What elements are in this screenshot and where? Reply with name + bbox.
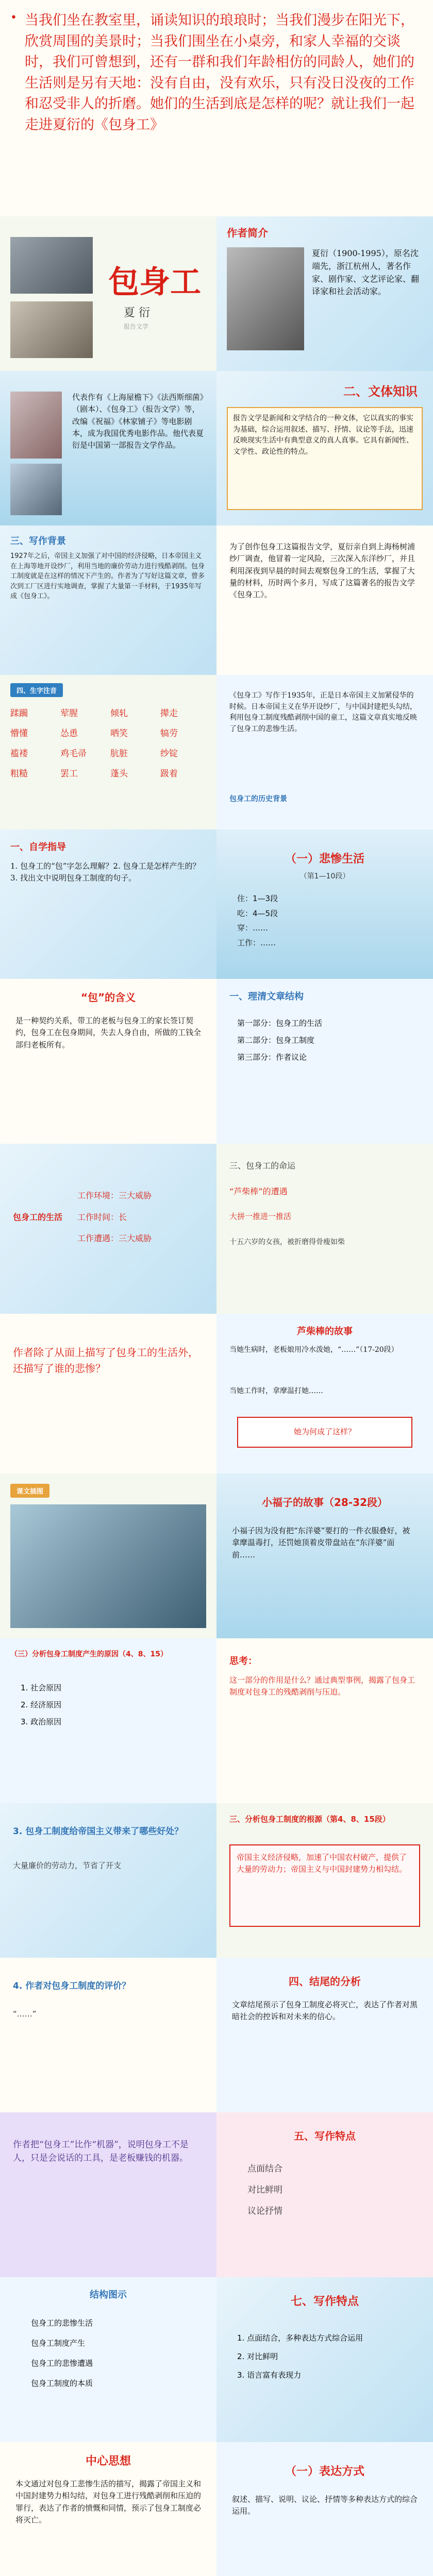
- fate-sub: 大拼一推进一推活: [229, 1212, 292, 1221]
- slide-features: [216, 2277, 433, 2442]
- slide-luchaibang: [216, 1314, 433, 1473]
- slide-writing-points: [216, 2112, 433, 2277]
- slide-thought: [0, 829, 216, 979]
- analysis-item: 2. 经济原因: [21, 1700, 62, 1709]
- background-text: 1927年之后，帝国主义加强了对中国的经济侵略，日本帝国主义在上海等地开设纱厂，利用当地的廉价劳动力进行残酷剥削。包身工制度就是在这样的情况下产生的。作者为了写好这篇文章，曾多次到工厂区进行实地调查，掌握了大量第一手材料，于1935年写成《包身工》。: [10, 552, 205, 600]
- law-text: 文章结尾预示了包身工制度必将灭亡，表达了作者对黑暗社会的控诉和对未来的信心。: [232, 2000, 418, 2022]
- thought-text: 1. 包身工的“包”字怎么理解？2. 包身工是怎样产生的？3. 找出文中说明包身工制度的句子。: [10, 861, 201, 883]
- cause-text: 帝国主义经济侵略，加速了中国农村破产，提供了大量的劳动力；帝国主义与中国封建势力相勾结。: [237, 1853, 407, 1874]
- analysis-item: 1. 社会原因: [21, 1683, 62, 1692]
- conclusion-item: 包身工的悲惨生活: [31, 2318, 93, 2328]
- vocab-header: 四、生字注音: [10, 683, 63, 697]
- luchaibang-header: 芦柴棒的故事: [297, 1326, 353, 1337]
- vocab-word: 罢工: [60, 769, 78, 779]
- slide-compare: [0, 2112, 216, 2277]
- genre-text: 报告文学是新闻和文学结合的一种文体，它以真实的事实为基础，综合运用叙述、描写、抒情、议论等手法，迅速反映现实生活中有典型意义的真人真事。它具有新闻性、文学性、政论性的特点。: [233, 414, 413, 456]
- vocab-word: 趿着: [160, 769, 178, 779]
- structure-item: 第三部分：作者议论: [237, 1053, 307, 1062]
- structure-item: 第一部分：包身工的生活: [237, 1019, 323, 1028]
- vocab-word: 粗糙: [10, 769, 28, 779]
- slide-law: [216, 1958, 433, 2112]
- theme-header: 中心思想: [85, 2455, 131, 2468]
- analysis-items: [21, 1680, 196, 1731]
- slide-conclusion: [0, 2277, 216, 2442]
- writing-points-items: [247, 2159, 402, 2222]
- photo-caption: 课文插图: [10, 1484, 49, 1498]
- xiaofuzi-text: 小福子因为没有把“东洋婆”要打的一件衣服叠好，被拿摩温毒打，还罚她顶着皮带盘站在“东洋婆”面前……: [232, 1526, 410, 1560]
- stage-item: 工作环境：三大威胁: [77, 1191, 152, 1200]
- expression-header: （一）表达方式: [285, 2465, 364, 2478]
- lesson-illustration: [10, 1504, 206, 1628]
- vocab-grid: [10, 706, 206, 779]
- vocab-word: 纱锭: [160, 749, 178, 759]
- life-items: [237, 891, 412, 950]
- luchaibang-note: 她为何成了这样？: [293, 1427, 356, 1436]
- compare-text: 作者把“包身工”比作“机器”，说明包身工不是人，只是会说话的工具，是老板赚钱的机器。: [13, 2140, 189, 2164]
- bullet-icon: •: [10, 11, 17, 24]
- luchaibang-sub: 当她工作时，拿摩温打她……: [229, 1387, 323, 1395]
- slide-q4: [0, 1958, 216, 2112]
- comment-header: 思考：: [229, 1656, 257, 1667]
- life-item: 工作：……: [237, 938, 276, 947]
- genre-box: [227, 407, 423, 510]
- author-name: 夏 衍: [124, 307, 150, 319]
- writing-point-item: 对比鲜明: [247, 2184, 282, 2195]
- genre-header: 二、文体知识: [343, 384, 418, 399]
- q4-sub: “……”: [13, 2009, 37, 2019]
- writing-point-item: 点面结合: [247, 2164, 282, 2174]
- luchaibang-note-box: [237, 1417, 412, 1448]
- slide-xiaofuzi: [216, 1473, 433, 1638]
- conclusion-items: [31, 2313, 186, 2394]
- vocab-word: 荤腥: [60, 708, 78, 719]
- conclusion-header: 结构图示: [90, 2290, 127, 2300]
- features-header: 七、写作特点: [290, 2295, 359, 2308]
- conclusion-item: 包身工制度产生: [31, 2338, 86, 2348]
- writing-point-item: 议论抒情: [247, 2206, 282, 2216]
- slide-author: [216, 216, 433, 371]
- q3-sub: 大量廉价的劳动力，节省了开支: [13, 1861, 122, 1870]
- bao-text: 是一种契约关系，带工的老板与包身工的家长签订契约，包身工在包身期间，失去人身自由，所做的工钱全部归老板所有。: [15, 1016, 202, 1049]
- structure-header: 一、理清文章结构: [229, 991, 304, 1002]
- writing-text: 为了创作包身工这篇报告文学，夏衍亲自到上海杨树浦纱厂调查，他冒着一定风险，三次深入东洋纱厂，并且利用深夜到早晨的时间去观察包身工的生活，掌握了大量的材料，历时两个多月，写成了这篇著名的报告文学《包身工》。: [229, 542, 415, 599]
- vocab-word: 褴褛: [10, 749, 28, 759]
- fate-header: 三、包身工的命运: [229, 1161, 296, 1171]
- vocab-word: 犒劳: [160, 728, 178, 739]
- title: 包身工: [108, 264, 201, 300]
- bao-header: “包”的含义: [80, 991, 136, 1004]
- feature-item: 1. 点面结合，多种表达方式综合运用: [237, 2333, 363, 2343]
- book-cover-1: [10, 392, 62, 459]
- analysis-header: （三）分析包身工制度产生的原因（4、8、15）: [10, 1650, 168, 1658]
- slide-theme: [0, 2442, 216, 2576]
- book-cover-2: [10, 464, 62, 515]
- fate-note: 十五六岁的女孩，被折磨得骨瘦如柴: [229, 1238, 345, 1246]
- slide-foreign: [0, 1314, 216, 1473]
- slide-analysis: [0, 1638, 216, 1803]
- stages-items: [77, 1185, 206, 1249]
- features-items: [237, 2329, 412, 2384]
- life-item: 吃：4—5段: [237, 908, 278, 918]
- theme-text: 本文通过对包身工悲惨生活的描写，揭露了帝国主义和中国封建势力相勾结，对包身工进行残酷剥削和压迫的罪行，表达了作者的愤慨和同情，预示了包身工制度必将灭亡。: [15, 2479, 202, 2524]
- cause-header: 三、分析包身工制度的根源（第4、8、15段）: [229, 1815, 390, 1824]
- luchaibang-text: 当她生病时，老板娘用冷水泼她，“……”（17-20段）: [229, 1346, 398, 1354]
- author-text: 夏衍（1900-1995），原名沈端先，浙江杭州人，著名作家、剧作家、文艺评论家、翻译家和社会活动家。: [312, 248, 420, 297]
- conclusion-item: 包身工制度的本质: [31, 2379, 93, 2388]
- law-header: 四、结尾的分析: [289, 1975, 361, 1988]
- context-text: 《包身工》写作于1935年，正是日本帝国主义加紧侵华的时候。日本帝国主义在华开设纱厂，与中国封建把头勾结，利用包身工制度残酷剥削中国的童工，这篇文章真实地反映了包身工的悲惨生活。: [229, 691, 417, 734]
- cause-box: [229, 1844, 420, 1927]
- slide-stages: [0, 1144, 216, 1314]
- intro-text: 当我们坐在教室里，诵读知识的琅琅时；当我们漫步在阳光下，欣赏周围的美景时；当我们围坐在小桌旁，和家人幸福的交谈时，我们可曾想到，还有一群和我们年龄相仿的同龄人，她们的生活则是另有天地：没有自由，没有欢乐，只有没日没夜的工作和忍受非人的折磨。她们的生活到底是怎样的呢？就让我们一起走进夏衍的《包身工》: [25, 12, 414, 133]
- slide-background: [0, 526, 216, 675]
- conclusion-item: 包身工的悲惨遭遇: [31, 2359, 93, 2368]
- vocab-word: 懵懂: [10, 728, 28, 739]
- vocab-word: 蹂躏: [10, 708, 28, 719]
- works-text: 代表作有《上海屋檐下》《法西斯细菌》（剧本）、《包身工》（报告文学）等，改编《祝福》《林家铺子》等电影剧本，成为我国优秀电影作品。他代表夏衍是中国第一部报告文学作品。: [72, 393, 204, 450]
- slide-fate: [216, 1144, 433, 1314]
- background-header: 三、写作背景: [10, 536, 66, 547]
- writing-points-header: 五、写作特点: [294, 2130, 356, 2142]
- fate-text: “芦柴棒”的遭遇: [229, 1187, 288, 1196]
- analysis-item: 3. 政治原因: [21, 1717, 62, 1726]
- life-item: 住：1—3段: [237, 894, 278, 903]
- feature-item: 3. 语言富有表现力: [237, 2370, 302, 2380]
- factory-photo: [10, 237, 93, 294]
- slide-writing: [216, 526, 433, 675]
- slide-works: [0, 371, 216, 526]
- expression-text: 叙述、描写、说明、议论、抒情等多种表达方式的综合运用。: [232, 2495, 418, 2516]
- worker-photo: [10, 301, 93, 358]
- structure-item: 第二部分：包身工制度: [237, 1036, 315, 1045]
- vocab-word: 撵走: [160, 708, 178, 719]
- slide-comment: [216, 1638, 433, 1803]
- title-caption: 报告文学: [124, 323, 149, 330]
- life-item: 穿：……: [237, 923, 269, 933]
- vocab-word: 倾轧: [110, 708, 128, 719]
- slide-title: [0, 216, 216, 371]
- vocab-word: 蓬头: [110, 769, 128, 779]
- slide-photo: [0, 1473, 216, 1638]
- slide-vocab: [0, 675, 216, 829]
- slide-bao: [0, 979, 216, 1144]
- vocab-word: 怂恿: [60, 728, 78, 739]
- vocab-word: 肮脏: [110, 749, 128, 759]
- slide-structure: [216, 979, 433, 1144]
- slide-intro: [0, 0, 433, 216]
- context-header: 包身工的历史背景: [229, 795, 287, 803]
- comment-text: 这一部分的作用是什么？通过典型事例，揭露了包身工制度对包身工的残酷剥削与压迫。: [229, 1675, 415, 1697]
- thought-header: 一、自学指导: [10, 842, 66, 853]
- photo-header: 小福子的故事（28-32段）: [262, 1496, 388, 1509]
- vocab-word: 鸡毛帚: [60, 749, 87, 759]
- slide-q3: [0, 1803, 216, 1958]
- q3-text: 3. 包身工制度给帝国主义带来了哪些好处？: [13, 1826, 184, 1837]
- foreign-text: 作者除了从面上描写了包身工的生活外，还描写了谁的悲惨？: [13, 1346, 198, 1375]
- life-header: （一）悲惨生活: [285, 853, 364, 866]
- slide-expression: [216, 2442, 433, 2576]
- slide-cause: [216, 1803, 433, 1958]
- slide-context: [216, 675, 433, 829]
- structure-items: [237, 1015, 412, 1066]
- author-header: 作者简介: [227, 227, 268, 239]
- q4-text: 4. 作者对包身工制度的评价？: [13, 1981, 131, 1991]
- stage-item: 工作时间：长: [77, 1212, 127, 1222]
- author-portrait: [227, 247, 304, 350]
- vocab-word: 哂笑: [110, 728, 128, 739]
- stages-label: 包身工的生活: [13, 1212, 63, 1222]
- slide-genre: [216, 371, 433, 526]
- feature-item: 2. 对比鲜明: [237, 2352, 278, 2361]
- slide-life: [216, 829, 433, 979]
- life-range: （第1—10段）: [299, 872, 350, 880]
- stage-item: 工作遭遇：三大威胁: [77, 1233, 152, 1244]
